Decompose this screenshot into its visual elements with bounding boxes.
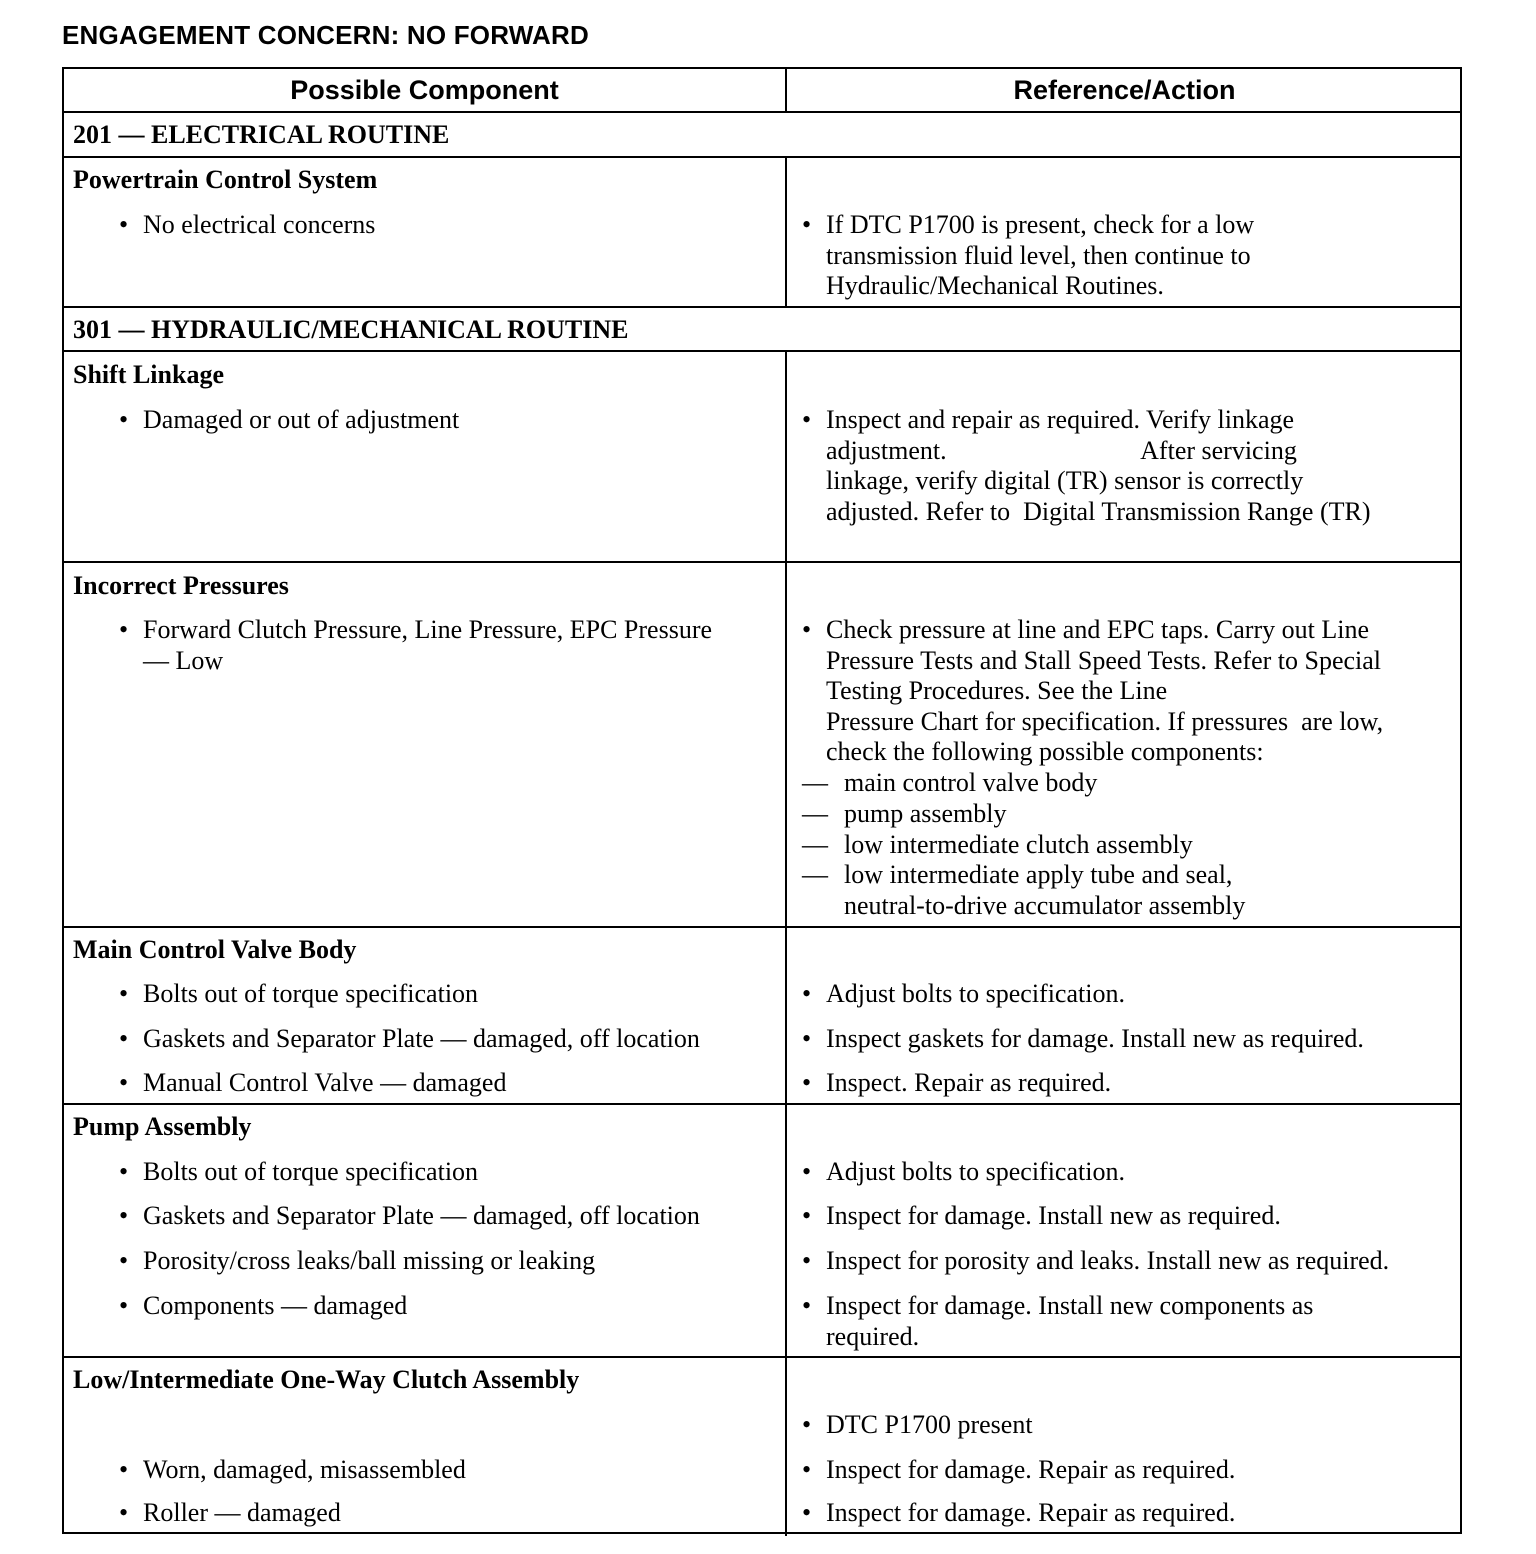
row-divider: [64, 156, 1460, 158]
group-heading-one-way-clutch: Low/Intermediate One-Way Clutch Assembly: [73, 1365, 580, 1394]
column-divider: [785, 157, 787, 307]
routine-heading-201: 201 — ELECTRICAL ROUTINE: [73, 120, 450, 149]
row-divider: [64, 350, 1460, 352]
column-header-component: Possible Component: [290, 75, 559, 105]
row-divider: [64, 561, 1460, 563]
page-title: ENGAGEMENT CONCERN: NO FORWARD: [62, 20, 589, 50]
row-divider: [64, 926, 1460, 928]
group-heading-incorrect-pressures: Incorrect Pressures: [73, 571, 289, 600]
column-header-action: Reference/Action: [1013, 75, 1236, 105]
group-heading-pump-assembly: Pump Assembly: [73, 1112, 252, 1141]
group-heading-powertrain: Powertrain Control System: [73, 165, 378, 194]
column-divider: [785, 351, 787, 1536]
diagnostic-table: Possible Component Reference/Action 201 — ELECTRICAL ROUTINE Powertrain Control System • No electrical concerns • If DTC P1700 is present, check for a low transmission fluid level, then continue to Hydraulic/Mechanical Routines. 301 — HYDRAULIC/MECHANICAL ROUTINE Shift Linkage • Damaged or out of adjustment • Inspect and repair as required. Verify linkage adjustment. After servicing linkage, verify digital (TR) sensor is correctly adjusted. Refer to Digital Transmission Range (TR) Incorrect Pressures • Forward Clutch Pressure, Line Pressure, EPC Pressure — Low • Check pressure at line and EPC taps. Carry out Line Pressure Tests and Stall Speed Tests. Refer to Special Testing Procedures. See the Line Pressure Chart for specification. If pressures are low, check the following possible components: — main control valve body — pump assembly — low intermediate clutch assembly — low intermediate apply tube and seal, neutral-to-drive accumulator assembly Main Control Valve Body • Bolts out of torque specification • Gaskets and Separator Plate — damaged, off location • Manual Control Valve — damaged • Adjust bolts to specification. • Inspect gaskets for damage. Install new as required. • Inspect. Repair as required. Pump Assembly • Bolts out of torque specification • Gaskets and Separator Plate — damaged, off location • Porosity/cross leaks/ball missing or leaking • Components — damaged • Adjust bolts to specification. • Inspect for damage. Install new as required. • Inspect for porosity and leaks. Install new as required. • Inspect for damage. Install new components as required. Low/Intermediate One-Way Clutch Assembly • DTC P1700 present • Worn, damaged, misassembled • Inspect for damage. Repair as required. • Roller — damaged • Inspect for damage. Repair as required.: [62, 67, 1462, 1534]
row-divider: [64, 306, 1460, 308]
routine-heading-301: 301 — HYDRAULIC/MECHANICAL ROUTINE: [73, 315, 629, 344]
group-heading-main-control-valve-body: Main Control Valve Body: [73, 935, 357, 964]
row-divider: [64, 1356, 1460, 1358]
group-heading-shift-linkage: Shift Linkage: [73, 360, 224, 389]
row-divider: [64, 1103, 1460, 1105]
